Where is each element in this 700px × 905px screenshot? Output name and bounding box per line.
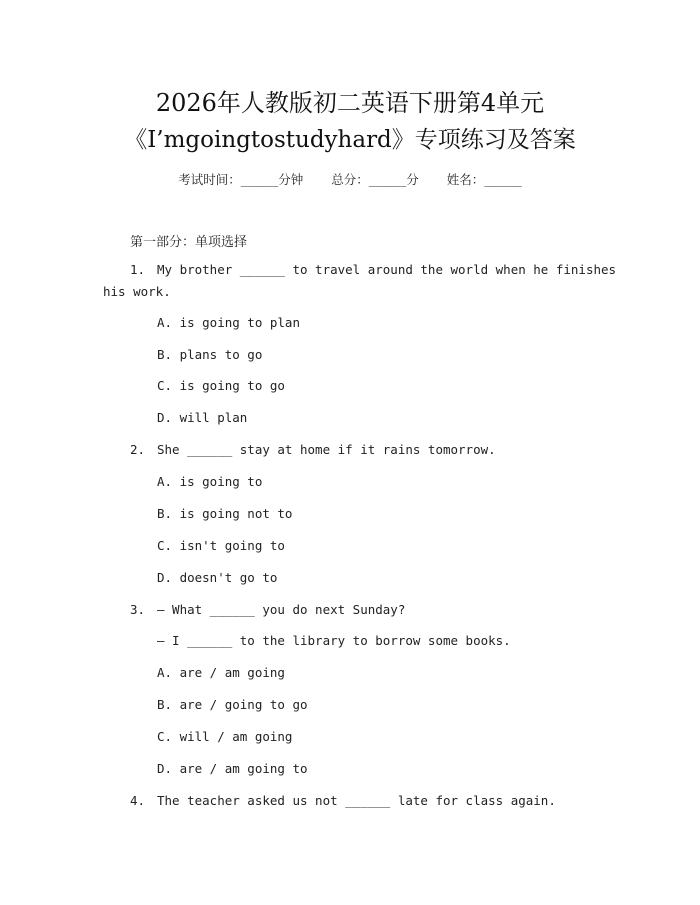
question-1 (130, 262, 616, 277)
question-stem: She ______ stay at home if it rains tomorrow. (157, 442, 496, 457)
student-name: 姓名：______ (446, 172, 522, 187)
option-c: C. isn't going to (157, 538, 285, 553)
question-number: 1. (130, 262, 146, 277)
question-4 (130, 793, 556, 808)
section-heading: 第一部分：单项选择 (130, 235, 248, 250)
option-d: D. doesn't go to (157, 570, 278, 585)
question-stem: — What ______ you do next Sunday? (157, 602, 406, 617)
title-line-1: 2026年人教版初二英语下册第4单元 (155, 89, 545, 117)
option-d: D. are / am going to (157, 761, 308, 776)
option-c: C. is going to go (157, 378, 285, 393)
option-d: D. will plan (157, 410, 248, 425)
option-b: B. is going not to (157, 506, 293, 521)
option-a: A. is going to plan (157, 315, 300, 330)
option-a: A. are / am going (157, 665, 285, 680)
option-c: C. will / am going (157, 729, 293, 744)
question-3-reply: — I ______ to the library to borrow some books. (157, 633, 511, 648)
question-stem: The teacher asked us not ______ late for class again. (157, 793, 556, 808)
question-number: 2. (130, 442, 146, 457)
total-score: 总分：______分 (331, 172, 419, 187)
question-1-continuation: his work. (103, 284, 171, 299)
option-b: B. plans to go (157, 347, 263, 362)
question-number: 4. (130, 793, 146, 808)
exam-meta (0, 170, 700, 188)
question-number: 3. (130, 602, 146, 617)
exam-time: 考试时间：______分钟 (178, 172, 304, 187)
option-a: A. is going to (157, 474, 263, 489)
question-stem: My brother ______ to travel around the world when he finishes (157, 262, 617, 277)
option-b: B. are / going to go (157, 697, 308, 712)
question-3 (130, 602, 405, 617)
question-2 (130, 442, 496, 457)
title-line-2: 《I’mgoingtostudyhard》专项练习及答案 (124, 127, 576, 153)
